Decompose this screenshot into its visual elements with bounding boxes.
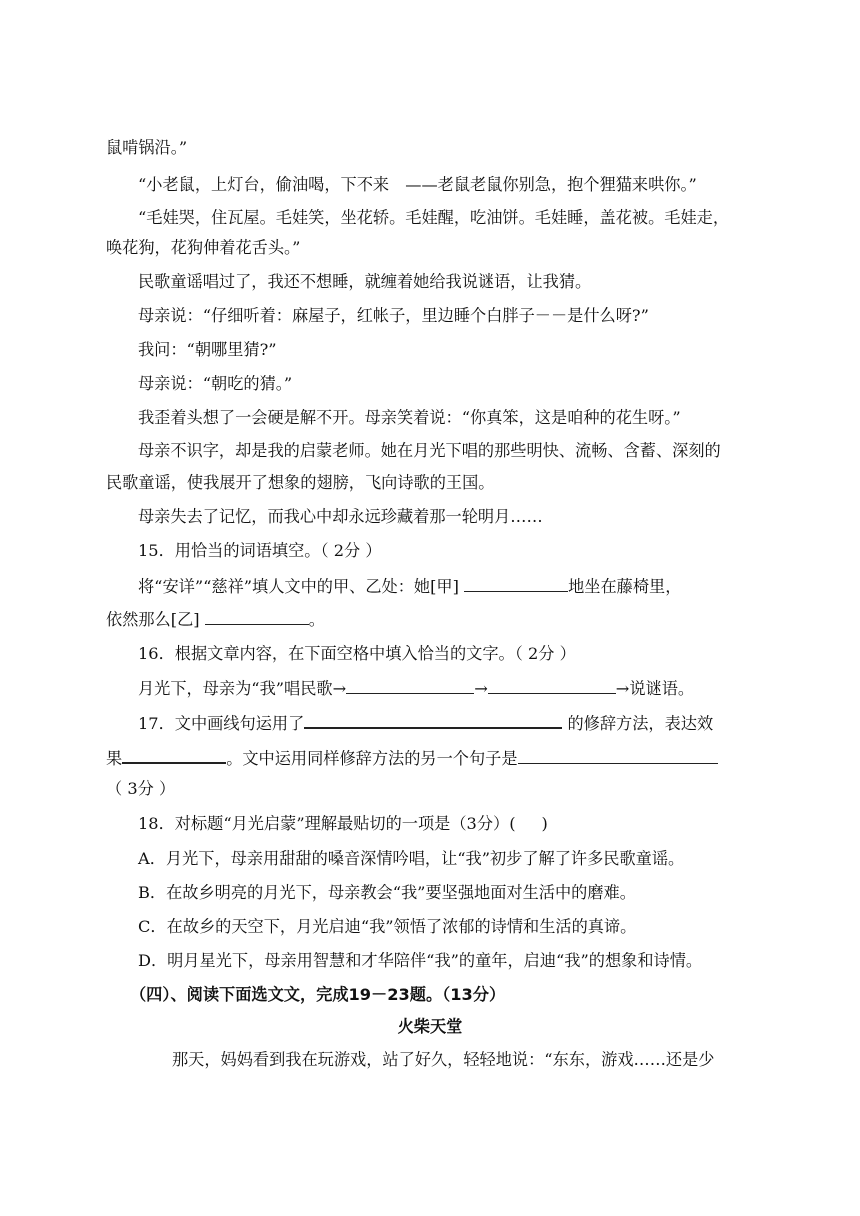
passage-line: 我问：“朝哪里猜?” [138,340,277,359]
passage-line: 母亲失去了记忆，而我心中却永远珍藏着那一轮明月…… [138,507,543,526]
arrow-icon: → [474,679,488,698]
question-17-line [106,746,718,770]
passage-line: 母亲说：“仔细听着：麻屋子，红帐子，里边睡个白胖子－－是什么呀?” [138,306,649,325]
passage-line: 我歪着头想了一会硬是解不开。母亲笑着说：“你真笨，这是咱种的花生呀。” [138,408,681,427]
answer-blank[interactable] [488,677,616,694]
question-15-text: 。 [308,610,325,629]
option-a: A．月光下，母亲用甜甜的嗓音深情吟唱，让“我”初步了解了许多民歌童谣。 [138,849,685,868]
question-17-text: 果 [106,749,123,768]
question-17-line [138,711,713,735]
answer-blank[interactable] [346,677,474,694]
question-17-text: 17．文中画线句运用了 [138,714,305,733]
option-d: D．明月星光下，母亲用智慧和才华陪伴“我”的童年，启迪“我”的想象和诗情。 [138,951,703,970]
question-15-line [106,608,325,631]
question-15-text: 依然那么[乙] [106,610,200,629]
answer-blank-yi[interactable] [205,608,309,625]
arrow-icon: → [615,679,630,698]
passage-line: “小老鼠，上灯台，偷油喝，下不来 ——老鼠老鼠你别急，抱个狸猫来哄你。” [138,175,697,194]
question-18-stem [138,813,548,835]
question-16-text: 说谜语。 [629,679,695,698]
answer-blank[interactable] [304,711,562,729]
article-title: 火柴天堂 [397,1017,463,1036]
passage-line: 母亲不识字，却是我的启蒙老师。她在月光下唱的那些明快、流畅、含蓄、深刻的 [138,441,721,460]
question-15-stem: 15．用恰当的词语填空。（ 2分 ） [138,541,382,560]
section-heading: （四）、阅读下面选文文，完成19－23题。（13分） [130,985,506,1004]
answer-blank[interactable] [122,746,226,764]
question-16-line [138,677,694,700]
passage-line: “毛娃哭，住瓦屋。毛娃笑，坐花轿。毛娃醒，吃油饼。毛娃睡，盖花被。毛娃走， [138,208,730,227]
arrow-icon: → [332,679,347,698]
answer-blank-jia[interactable] [464,575,568,592]
question-17-score: （ 3分 ） [106,779,176,798]
question-15-text: 将“安详”“慈祥”填人文中的甲、乙处：她[甲] [138,577,459,596]
passage-line: 民歌童谣，使我展开了想象的翅膀，飞向诗歌的王国。 [106,473,495,492]
question-17-text: 的修辞方法，表达效 [567,714,714,733]
option-c: C．在故乡的天空下，月光启迪“我”领悟了浓郁的诗情和生活的真谛。 [138,917,637,936]
question-15-line [138,575,681,598]
question-16-stem: 16．根据文章内容，在下面空格中填入恰当的文字。（ 2分 ） [138,644,576,663]
passage-line: 民歌童谣唱过了，我还不想睡，就缠着她给我说谜语，让我猜。 [138,272,592,291]
passage-line: 唤花狗，花狗伸着花舌头。” [106,238,301,257]
passage-line: 鼠啃锅沿。” [106,138,188,157]
answer-blank[interactable] [518,747,718,764]
article-line: 那天，妈妈看到我在玩游戏，站了好久，轻轻地说：“东东，游戏……还是少 [172,1050,715,1069]
question-18-text: ) [541,814,548,833]
option-b: B．在故乡明亮的月光下，母亲教会“我”要坚强地面对生活中的磨难。 [138,883,636,902]
passage-line: 母亲说：“朝吃的猜。” [138,374,293,393]
question-17-text: 。文中运用同样修辞方法的另一个句子是 [226,749,518,768]
question-16-text: 月光下，母亲为“我”唱民歌 [138,679,333,698]
question-18-text: 18．对标题“月光启蒙”理解最贴切的一项是（3分）( [138,814,516,833]
question-15-text: 地坐在藤椅里， [568,577,682,596]
